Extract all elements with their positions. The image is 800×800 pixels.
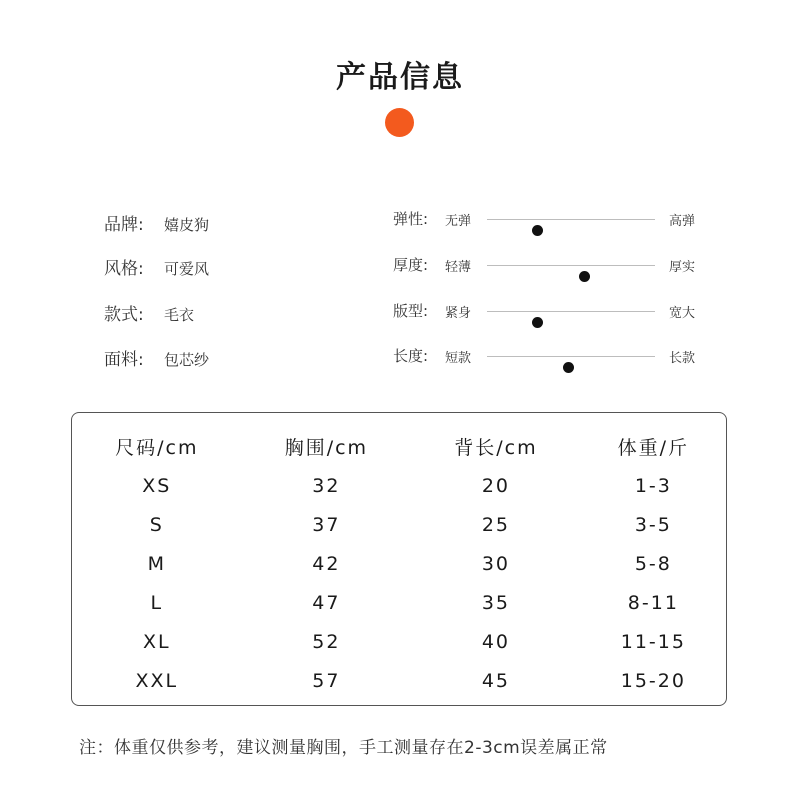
scale-knob <box>532 317 543 328</box>
cell-back-length: 45 <box>481 669 511 692</box>
attr-type <box>104 300 194 325</box>
scale-high-label: 长款 <box>669 351 696 366</box>
cell-weight: 3-5 <box>634 513 672 536</box>
cell-size: L <box>150 591 164 614</box>
size-table <box>72 427 726 700</box>
accent-dot <box>385 108 414 137</box>
cell-size: S <box>149 513 164 536</box>
cell-weight: 8-11 <box>627 591 679 614</box>
attr-value: 包芯纱 <box>164 351 210 369</box>
scale-knob <box>563 362 574 373</box>
cell-size: XS <box>142 474 172 497</box>
cell-chest: 47 <box>312 591 341 614</box>
table-row <box>72 505 726 544</box>
page-title: 产品信息 <box>336 60 464 95</box>
cell-chest: 52 <box>312 630 341 653</box>
scale-high-label: 宽大 <box>669 306 696 321</box>
cell-weight: 5-8 <box>634 552 672 575</box>
cell-back-length: 25 <box>481 513 511 536</box>
scale-label: 版型: <box>393 302 429 320</box>
attr-value: 嬉皮狗 <box>164 216 210 234</box>
footnote: 注：体重仅供参考，建议测量胸围，手工测量存在2-3cm误差属正常 <box>79 738 608 758</box>
scale-low-label: 无弹 <box>445 214 472 229</box>
table-row <box>72 544 726 583</box>
cell-back-length: 35 <box>481 591 511 614</box>
attr-brand <box>104 210 209 235</box>
scale-track <box>487 356 655 357</box>
cell-back-length: 30 <box>481 552 511 575</box>
cell-chest: 37 <box>312 513 341 536</box>
header-chest: 胸围/cm <box>284 437 369 459</box>
attr-label: 面料: <box>104 350 144 370</box>
scale-high-label: 厚实 <box>669 260 696 275</box>
attr-value: 毛衣 <box>164 306 195 324</box>
cell-size: M <box>147 552 166 575</box>
attr-label: 风格: <box>104 259 144 279</box>
table-row <box>72 622 726 661</box>
cell-weight: 1-3 <box>634 474 672 497</box>
header-back-length: 背长/cm <box>454 437 538 459</box>
cell-chest: 32 <box>312 474 341 497</box>
cell-weight: 15-20 <box>620 669 686 692</box>
scale-length <box>393 345 713 369</box>
table-row <box>72 583 726 622</box>
attr-style <box>104 254 209 279</box>
header-size: 尺码/cm <box>115 437 199 459</box>
size-table-box <box>71 412 727 706</box>
scale-knob <box>532 225 543 236</box>
table-row <box>72 466 726 505</box>
scale-high-label: 高弹 <box>669 214 696 229</box>
scale-track <box>487 311 655 312</box>
table-row <box>72 661 726 700</box>
scale-thickness <box>393 254 713 278</box>
scale-low-label: 紧身 <box>445 306 472 321</box>
scale-label: 厚度: <box>393 256 429 274</box>
scale-low-label: 轻薄 <box>445 260 472 275</box>
cell-chest: 42 <box>312 552 341 575</box>
scale-fit <box>393 300 713 324</box>
scale-label: 弹性: <box>393 210 429 228</box>
table-header-row <box>72 427 726 466</box>
attr-fabric <box>104 345 209 370</box>
scale-track <box>487 219 655 220</box>
cell-back-length: 40 <box>481 630 511 653</box>
attr-label: 品牌: <box>104 215 144 235</box>
scale-label: 长度: <box>393 347 429 365</box>
header-weight: 体重/斤 <box>617 437 690 459</box>
cell-chest: 57 <box>312 669 341 692</box>
attr-label: 款式: <box>104 305 144 325</box>
cell-size: XXL <box>135 669 179 692</box>
scale-low-label: 短款 <box>445 351 472 366</box>
scale-knob <box>579 271 590 282</box>
cell-back-length: 20 <box>481 474 511 497</box>
cell-size: XL <box>142 630 171 653</box>
scale-elasticity <box>393 208 713 232</box>
scale-track <box>487 265 655 266</box>
attr-value: 可爱风 <box>164 260 210 278</box>
cell-weight: 11-15 <box>620 630 686 653</box>
